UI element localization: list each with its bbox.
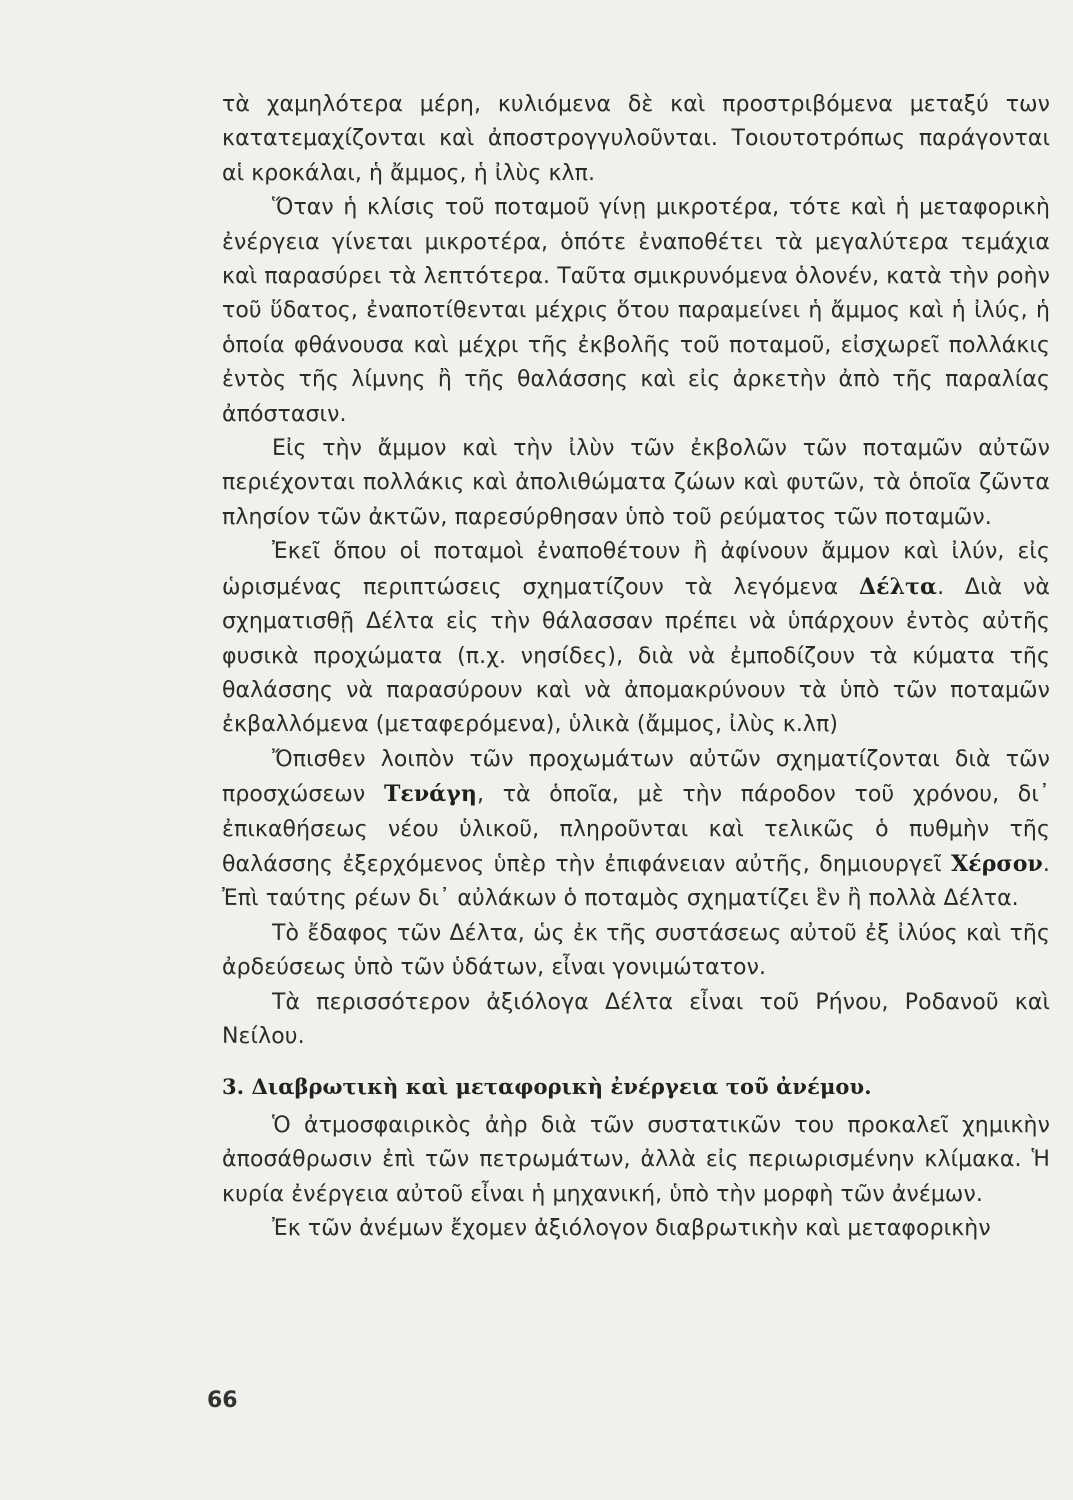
paragraph: Ἐκ τῶν ἀνέμων ἔχομεν ἀξιόλογον διαβρωτικὴν καὶ μεταφορικὴν xyxy=(272,1216,991,1241)
page-number: 66 xyxy=(207,1388,238,1413)
paragraph: Τὸ ἔδαφος τῶν Δέλτα, ὡς ἐκ τῆς συστάσεως αὐτοῦ ἐξ ἰλύος καὶ τῆς ἀρδεύσεως ὑπὸ τῶν ὑδάτων, εἶναι γονιμώτατον. xyxy=(222,920,1050,981)
paragraph: Εἰς τὴν ἄμμον καὶ τὴν ἰλὺν τῶν ἐκβολῶν τῶν ποταμῶν αὐτῶν περιέχονται πολλάκις καὶ ἀπολιθώματα ζώων καὶ φυτῶν, τὰ ὁποῖα ζῶντα πλησίον τῶν ἀκτῶν, παρεσύρθησαν ὑπὸ τοῦ ρεύματος τῶν ποταμῶν. xyxy=(222,436,1050,530)
body-text xyxy=(222,88,1050,1246)
term-delta: Δέλτα xyxy=(858,573,938,600)
paragraph: Ὁ ἀτμοσφαιρικὸς ἀὴρ διὰ τῶν συστατικῶν του προκαλεῖ χημικὴν ἀποσάθρωσιν ἐπὶ τῶν πετρωμάτων, ἀλλὰ εἰς περιωρισμένην κλίμακα. Ἡ κυρία ἐνέργεια αὐτοῦ εἶναι ἡ μηχανική, ὑπὸ τὴν μορφὴ τῶν ἀνέμων. xyxy=(222,1112,1050,1207)
section-heading: 3. Διαβρωτικὴ καὶ μεταφορικὴ ἐνέργεια τοῦ ἀνέμου. xyxy=(222,1074,872,1100)
paragraph: τὰ χαμηλότερα μέρη, κυλιόμενα δὲ καὶ προστριβόμενα μεταξύ των κατατεμαχίζονται καὶ ἀποστρογγυλοῦνται. Τοιουτοτρόπως παράγονται αἱ κροκάλαι, ἡ ἄμμος, ἡ ἰλὺς κλπ. xyxy=(222,92,1050,186)
paragraph-delta-definition: Ἐκεῖ ὅπου οἱ ποταμοὶ ἐναποθέτουν ἢ ἀφίνουν ἄμμον καὶ ἰλύν, εἰς ὡρισμένας περιπτώσεις σχηματίζουν τὰ λεγόμενα Δέλτα. Διὰ νὰ σχηματισθῇ Δέλτα εἰς τὴν θάλασσαν πρέπει νὰ ὑπάρχουν ἐντὸς αὐτῆς φυσικὰ προχώματα (π.χ. νησίδες), διὰ νὰ ἐμποδίζουν τὰ κύματα τῆς θαλάσσης νὰ παρασύρουν καὶ νὰ ἀπομακρύνουν τὰ ὑπὸ τῶν ποταμῶν ἐκβαλλόμενα (μεταφερόμενα), ὑλικὰ (ἄμμος, ἰλὺς κ.λπ) xyxy=(222,539,1050,738)
paragraph-tenagi-chersos: Ὄπισθεν λοιπὸν τῶν προχωμάτων αὐτῶν σχηματίζονται διὰ τῶν προσχώσεων Τενάγη, τὰ ὁποῖα, μὲ τὴν πάροδον τοῦ χρόνου, δι᾿ ἐπικαθήσεως νέου ὑλικοῦ, πληροῦνται καὶ τελικῶς ὁ πυθμὴν τῆς θαλάσσης ἐξερχόμενος ὑπὲρ τὴν ἐπιφάνειαν αὐτῆς, δημιουργεῖ Χέρσον. Ἐπὶ ταύτης ρέων δι᾿ αὐλάκων ὁ ποταμὸς σχηματίζει ἓν ἢ πολλὰ Δέλτα. xyxy=(222,746,1050,912)
paragraph: Ὅταν ἡ κλίσις τοῦ ποταμοῦ γίνῃ μικροτέρα, τότε καὶ ἡ μεταφορικὴ ἐνέργεια γίνεται μικροτέρα, ὁπότε ἐναποθέτει τὰ μεγαλύτερα τεμάχια καὶ παρασύρει τὰ λεπτότερα. Ταῦτα σμικρυνόμενα ὁλονέν, κατὰ τὴν ροὴν τοῦ ὕδατος, ἐναποτίθενται μέχρις ὅτου παραμείνει ἡ ἄμμος καὶ ἡ ἰλύς, ἡ ὁποία φθάνουσα καὶ μέχρι τῆς ἐκβολῆς τοῦ ποταμοῦ, εἰσχωρεῖ πολλάκις ἐντὸς τῆς λίμνης ἢ τῆς θαλάσσης καὶ εἰς ἀρκετὴν ἀπὸ τῆς παραλίας ἀπόστασιν. xyxy=(222,195,1050,427)
term-chersos: Χέρσον xyxy=(951,850,1043,877)
paragraph: Τὰ περισσότερον ἀξιόλογα Δέλτα εἶναι τοῦ Ρήνου, Ροδανοῦ καὶ Νείλου. xyxy=(222,989,1050,1049)
term-tenagi: Τενάγη xyxy=(383,781,477,808)
